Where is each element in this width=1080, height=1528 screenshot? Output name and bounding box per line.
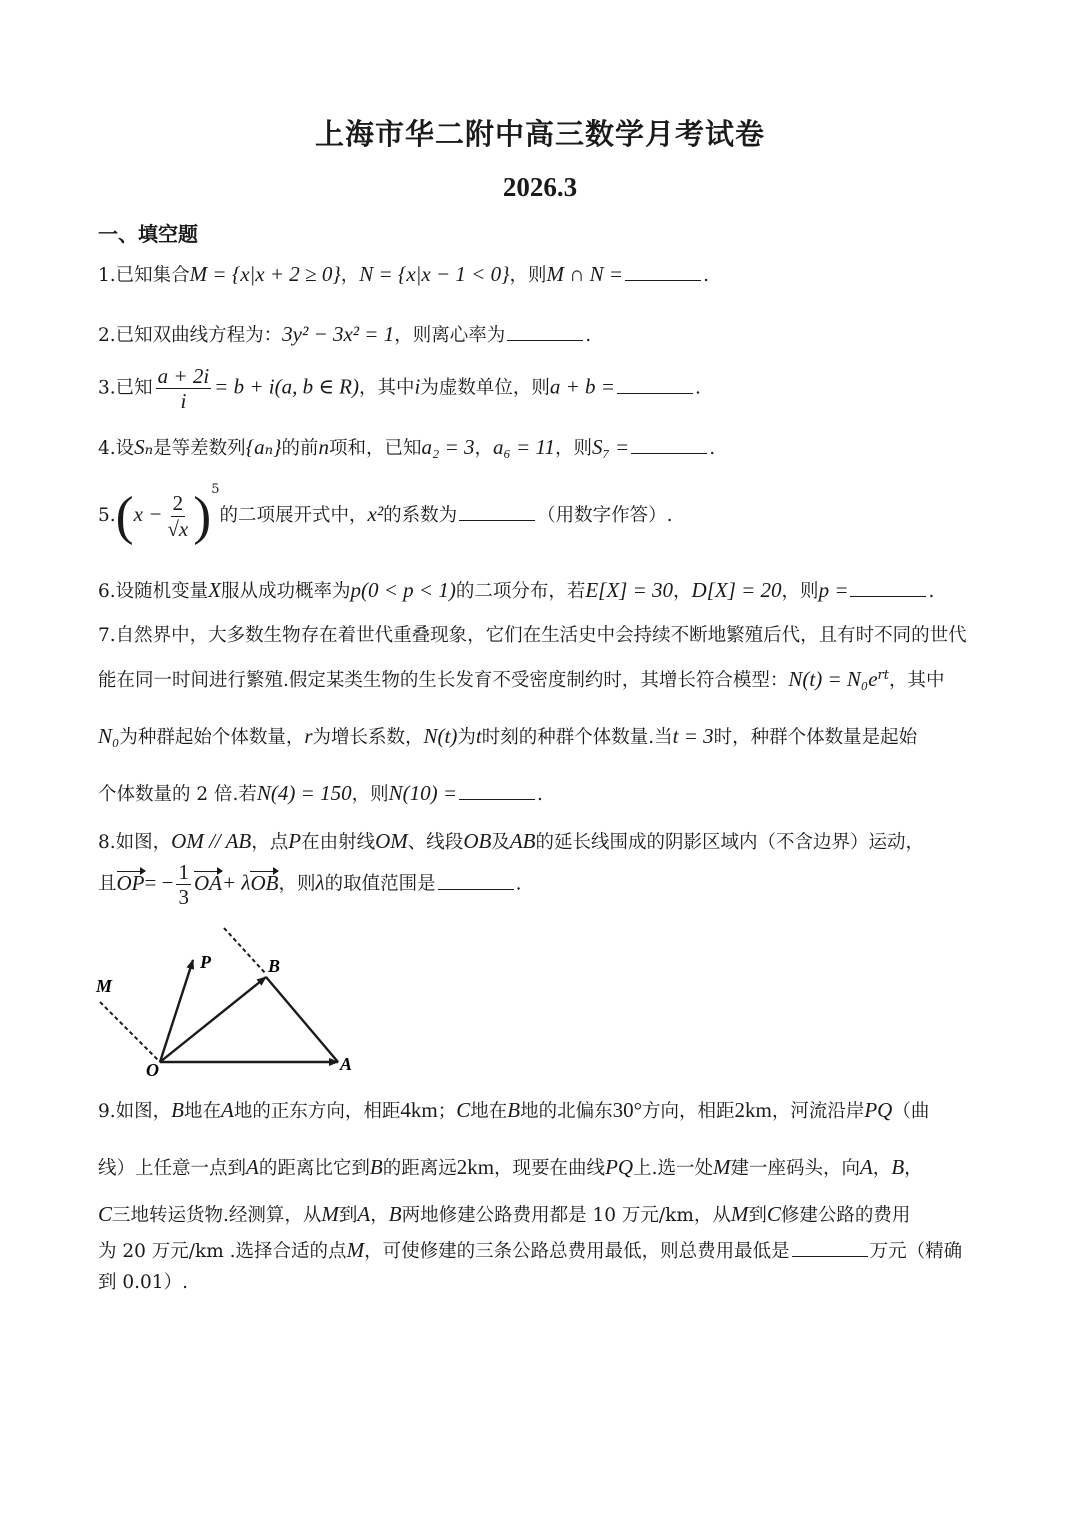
- label-b: B: [268, 956, 281, 976]
- answer-blank: [850, 595, 926, 597]
- question-3: 3.已知 $\frac{a + 2i}{i}$ = b + i(a, b ∈ R)，其中i为虚数单位，则a + b = .: [98, 364, 701, 414]
- question-6: 6.设随机变量X服从成功概率为p(0 < p < 1)的二项分布，若E[X] = 30，D[X] = 20，则p = .: [98, 578, 935, 602]
- vector-ob: [160, 977, 266, 1062]
- question-8-line-1: 8.如图，OM // AB，点P在由射线OM、线段OB及AB的延长线围成的阴影区域内（不含边界）运动，: [98, 829, 924, 853]
- question-9-line-1: 9.如图，B地在A地的正东方向，相距4km；C地在B地的北偏东30°方向，相距2km，河流沿岸PQ（曲: [98, 1098, 930, 1122]
- question-2: 2.已知双曲线方程为：3y² − 3x² = 1，则离心率为 .: [98, 322, 592, 346]
- label-o: O: [146, 1060, 159, 1080]
- fraction: $\frac{1}{3}$: [178, 860, 189, 910]
- question-8-line-2: 且OP= − $\frac{1}{3}$ OA+ λOB，则λ的取值范围是 .: [98, 860, 522, 910]
- ab-extension: [224, 928, 266, 974]
- question-5: 5.(x − $\frac{2}{√x}$ )$^5$的二项展开式中，x²的系数为 （用数字作答）.: [98, 482, 673, 546]
- answer-blank: [617, 392, 693, 394]
- answer-blank: [459, 519, 535, 521]
- question-4: 4.设Sₙ是等差数列{aₙ}的前n项和，已知a₂ = 3，a₆ = 11，则S₇ = .: [98, 435, 716, 459]
- fraction: $\frac{a + 2i}{i}$: [157, 364, 210, 414]
- answer-blank: [438, 888, 514, 890]
- question-1: 1.已知集合M = {x|x + 2 ≥ 0}，N = {x|x − 1 < 0}，则M ∩ N = .: [98, 262, 709, 286]
- question-7-line-2: 能在同一时间进行繁殖.假定某类生物的生长发育不受密度制约时，其增长符合模型：$N(t) = N_0e^{rt}$，其中: [98, 667, 945, 691]
- question-9-line-2: 线）上任意一点到A的距离比它到B的距离远2km，现要在曲线PQ上.选一处M建一座码头，向A，B，: [98, 1155, 923, 1179]
- label-m: M: [96, 976, 113, 996]
- segment-ab: [266, 977, 338, 1062]
- question-7-line-3: N₀为种群起始个体数量，r为增长系数，N(t)为t时刻的种群个体数量.当t = 3时，种群个体数量是起始: [98, 724, 918, 748]
- exam-date: 2026.3: [502, 172, 578, 202]
- question-7-line-1: 7.自然界中，大多数生物存在着世代重叠现象，它们在生活史中会持续不断地繁殖后代，且有时不同的世代: [98, 625, 967, 646]
- answer-blank: [459, 798, 535, 800]
- vector-figure: [90, 920, 370, 1090]
- ray-om: [100, 1002, 160, 1062]
- answer-blank: [625, 279, 701, 281]
- answer-blank: [631, 452, 707, 454]
- page-title: 上海市华二附中高三数学月考试卷: [314, 117, 765, 151]
- label-p: P: [200, 952, 211, 972]
- question-7-line-4: 个体数量的 2 倍.若N(4) = 150，则N(10) = .: [98, 781, 543, 805]
- answer-blank: [792, 1255, 868, 1257]
- fraction: $\frac{2}{√x}$: [167, 491, 189, 541]
- question-9-line-3: C三地转运货物.经测算，从M到A，B两地修建公路费用都是 10 万元/km，从M到C修建公路的费用: [98, 1202, 911, 1226]
- section-heading: 一、填空题: [98, 222, 198, 246]
- question-9-line-4: 为 20 万元/km .选择合适的点M，可使修建的三条公路总费用最低，则总费用最低是 万元（精确: [98, 1238, 963, 1262]
- label-a: A: [340, 1054, 353, 1074]
- answer-blank: [507, 339, 583, 341]
- question-9-line-5: 到 0.01）.: [98, 1272, 188, 1293]
- vector-op: [160, 960, 193, 1062]
